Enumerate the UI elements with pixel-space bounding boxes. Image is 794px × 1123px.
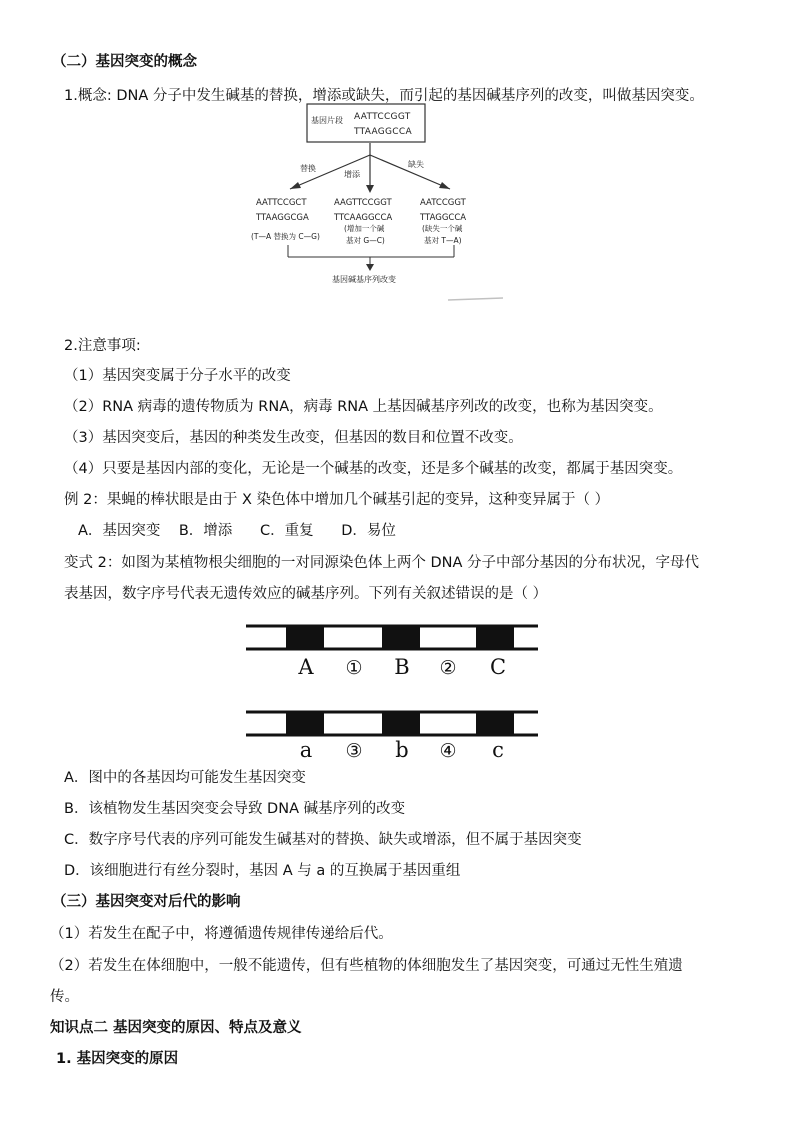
branch2-strand-1: AAGTTCCGGT <box>334 198 392 208</box>
chrom1-label-C: C <box>489 655 507 679</box>
variant2-option-d: D．该细胞进行有丝分裂时，基因 A 与 a 的互换属于基因重组 <box>64 863 461 879</box>
chromosome-1 <box>246 622 540 682</box>
effects-item-2: （2）若发生在体细胞中，一般不能遗传，但有些植物的体细胞发生了基因突变，可通过无性生殖遗 <box>50 958 683 974</box>
gene-segment-B <box>382 626 420 649</box>
chrom2-label-a: a <box>299 738 313 762</box>
knowledge-point-2-heading: 知识点二 基因突变的原因、特点及意义 <box>50 1020 302 1036</box>
variant2-stem-line2: 表基因，数字序号代表无遗传效应的碱基序列。下列有关叙述错误的是（ ） <box>64 586 548 602</box>
variant2-option-b: B．该植物发生基因突变会导致 DNA 碱基序列的改变 <box>64 801 406 817</box>
branch2-note-2: 基对 G—C) <box>346 236 385 245</box>
knowledge-point-2-sub: 1. 基因突变的原因 <box>56 1051 179 1067</box>
example2-stem: 例 2：果蝇的棒状眼是由于 X 染色体中增加几个碱基引起的变异，这种变异属于（ ） <box>64 492 610 508</box>
example2-options: A．基因突变 B．增添 C．重复 D．易位 <box>78 523 396 539</box>
branch1-strand-2: TTAAGGCGA <box>256 213 309 223</box>
branch3-strand-1: AATCCGGT <box>420 198 466 208</box>
variant2-option-a: A．图中的各基因均可能发生基因突变 <box>64 770 306 786</box>
section-heading-concept: （二）基因突变的概念 <box>52 54 197 70</box>
top-strand-2: TTAAGGCCA <box>354 127 412 137</box>
branch1-note: (T—A 替换为 C—G) <box>251 232 320 241</box>
section-heading-effects: （三）基因突变对后代的影响 <box>52 894 241 910</box>
gene-fragment-label: 基因片段 <box>311 116 343 125</box>
branch1-strand-1: AATTCCGCT <box>256 198 307 208</box>
variant2-stem-line1: 变式 2：如图为某植物根尖细胞的一对同源染色体上两个 DNA 分子中部分基因的分布状况，字母代 <box>64 555 699 571</box>
effects-item-1: （1）若发生在配子中，将遵循遗传规律传递给后代。 <box>50 926 393 942</box>
branch-label-deletion: 缺失 <box>408 160 424 169</box>
gene-segment-a <box>286 712 324 735</box>
effects-item-2-cont: 传。 <box>50 989 79 1005</box>
chrom1-label-2: ② <box>439 657 457 679</box>
chrom2-label-c: c <box>492 738 504 762</box>
note-item-2: （2）RNA 病毒的遗传物质为 RNA，病毒 RNA 上基因碱基序列改的改变，也称为基因突变。 <box>64 399 663 415</box>
concept-definition: 1.概念: DNA 分子中发生碱基的替换，增添或缺失，而引起的基因碱基序列的改变，叫做基因突变。 <box>64 88 704 104</box>
variant2-option-c: C．数字序号代表的序列可能发生碱基对的替换、缺失或增添，但不属于基因突变 <box>64 832 582 848</box>
chrom2-label-b: b <box>395 738 409 762</box>
gene-segment-C <box>476 626 514 649</box>
chrom1-label-A: A <box>298 655 314 679</box>
chrom1-label-1: ① <box>345 657 363 679</box>
chrom2-label-4: ④ <box>439 740 457 762</box>
chrom1-label-B: B <box>394 655 410 679</box>
branch-label-insertion: 增添 <box>344 170 360 179</box>
branch3-strand-2: TTAGGCCA <box>420 213 467 223</box>
gene-segment-b <box>382 712 420 735</box>
note-item-4: （4）只要是基因内部的变化，无论是一个碱基的改变，还是多个碱基的改变，都属于基因突变。 <box>64 461 683 477</box>
chrom2-label-3: ③ <box>345 740 363 762</box>
gene-segment-c <box>476 712 514 735</box>
note-item-3: （3）基因突变后，基因的种类发生改变，但基因的数目和位置不改变。 <box>64 430 523 446</box>
branch3-note-1: (缺失一个碱 <box>422 224 463 233</box>
branch2-strand-2: TTCAAGGCCA <box>334 213 393 223</box>
gene-mutation-diagram <box>248 103 504 303</box>
branch-label-substitution: 替换 <box>300 164 316 173</box>
branch3-note-2: 基对 T—A) <box>424 236 462 245</box>
gene-segment-A <box>286 626 324 649</box>
notes-title: 2.注意事项: <box>64 338 141 354</box>
top-strand-1: AATTCCGGT <box>354 112 411 122</box>
branch2-note-1: (增加一个碱 <box>344 224 385 233</box>
diagram-result-label: 基因碱基序列改变 <box>332 275 396 284</box>
note-item-1: （1）基因突变属于分子水平的改变 <box>64 368 291 384</box>
chromosome-2 <box>246 710 540 770</box>
